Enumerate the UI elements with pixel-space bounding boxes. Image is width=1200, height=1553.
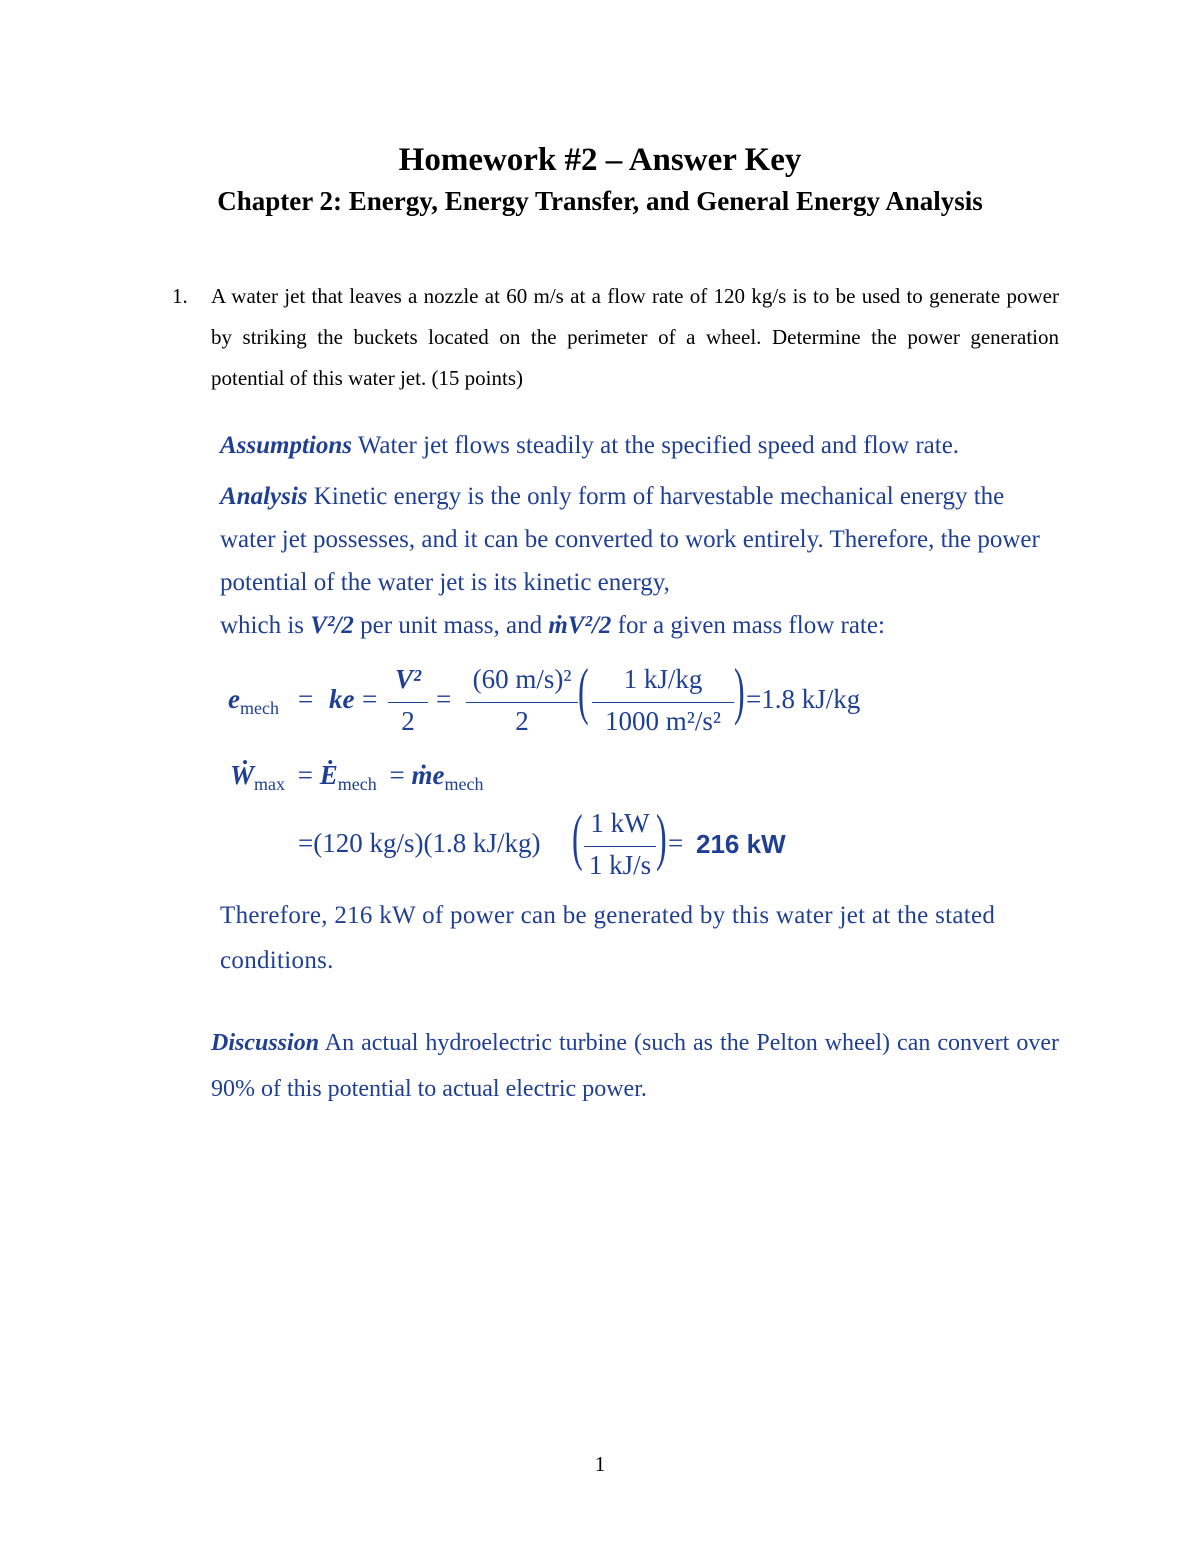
equation-max-power (230, 760, 484, 794)
eq2-equals-2: = (389, 760, 405, 790)
eq2-mdot: ṁ (411, 760, 433, 790)
page-number: 1 (594, 1452, 606, 1476)
eq1-lhs-symbol: e (228, 684, 240, 714)
eq1-frac1-den: 2 (401, 706, 415, 736)
eq1-result: 1.8 kJ/kg (761, 684, 861, 714)
eq1-frac3-num: 1 kJ/kg (623, 664, 703, 694)
expr-mdot-v2-half: ṁV²/2 (548, 612, 612, 639)
eq1-frac2-num: (60 m/s)² (472, 664, 572, 694)
eq2-e2-sub: mech (444, 774, 484, 794)
analysis-paragraph (220, 475, 1040, 647)
analysis-line-start: which is (220, 612, 311, 639)
eq1-equals-4: = (746, 684, 762, 714)
eq1-frac1-line (388, 702, 428, 703)
eq3-frac-den: 1 kJ/s (588, 850, 652, 880)
eq1-left-paren: ( (578, 655, 589, 726)
assumptions-label: Assumptions (220, 432, 353, 459)
eq3-product: (120 kg/s)(1.8 kJ/kg) (313, 828, 541, 858)
eq1-equals-2: = (362, 684, 378, 714)
eq3-right-paren: ) (656, 801, 667, 872)
assumptions-paragraph (220, 424, 1120, 467)
conclusion-paragraph: Therefore, 216 kW of power can be generated by this water jet at the stated conditions. (220, 902, 996, 974)
discussion-text: An actual hydroelectric turbine (such as the Pelton wheel) can convert over 90% of this potential to actual electric power. (211, 1030, 1059, 1102)
eq1-frac3-line (592, 702, 734, 703)
assumptions-text: Water jet flows steadily at the specified speed and flow rate. (352, 432, 960, 459)
page-subtitle: Chapter 2: Energy, Energy Transfer, and General Energy Analysis (217, 186, 983, 216)
question-number: 1. (172, 284, 188, 308)
eq1-frac2-den: 2 (515, 706, 529, 736)
eq2-equals-1: = (297, 760, 313, 790)
eq1-frac1-num: V² (394, 664, 422, 694)
eq2-w: Ẇ (230, 760, 255, 790)
analysis-line-end: for a given mass flow rate: (611, 612, 885, 639)
eq1-right-paren: ) (734, 655, 745, 726)
analysis-label: Analysis (220, 483, 308, 510)
eq2-e-sub: mech (337, 774, 377, 794)
discussion-paragraph (211, 1020, 1059, 1112)
discussion-label: Discussion (211, 1030, 320, 1056)
analysis-line-mid: per unit mass, and (353, 612, 549, 639)
analysis-text: Kinetic energy is the only form of harvestable mechanical energy the water jet possesses, and it can be converted to work entirely. Therefore, the power potential of the water jet is its kinetic energy, (220, 483, 1040, 596)
eq3-result: 216 kW (696, 829, 786, 859)
eq1-equals-1: = (298, 684, 314, 714)
eq1-frac3-den: 1000 m²/s² (605, 706, 721, 736)
eq3-frac-num: 1 kW (590, 808, 650, 838)
question-text: A water jet that leaves a nozzle at 60 m/s at a flow rate of 120 kg/s is to be used to generate power by striking the buckets located on the perimeter of a wheel. Determine the power generation potential of this water jet. (15 points) (211, 284, 1059, 390)
eq3-equals-1: = (298, 828, 314, 858)
eq3-frac-line (584, 846, 656, 847)
eq3-left-paren: ( (572, 801, 583, 872)
eq1-frac2-line (466, 702, 578, 703)
expr-v2-half: V²/2 (310, 612, 354, 639)
eq3-equals-2: = (668, 828, 684, 858)
eq1-lhs-sub: mech (239, 698, 279, 718)
page-title: Homework #2 – Answer Key (398, 142, 802, 178)
eq1-equals-3: = (436, 684, 452, 714)
eq1-ke: ke (329, 684, 355, 714)
eq2-e2: e (432, 760, 445, 790)
eq2-w-sub: max (254, 774, 286, 794)
eq2-e: Ė (319, 760, 338, 790)
